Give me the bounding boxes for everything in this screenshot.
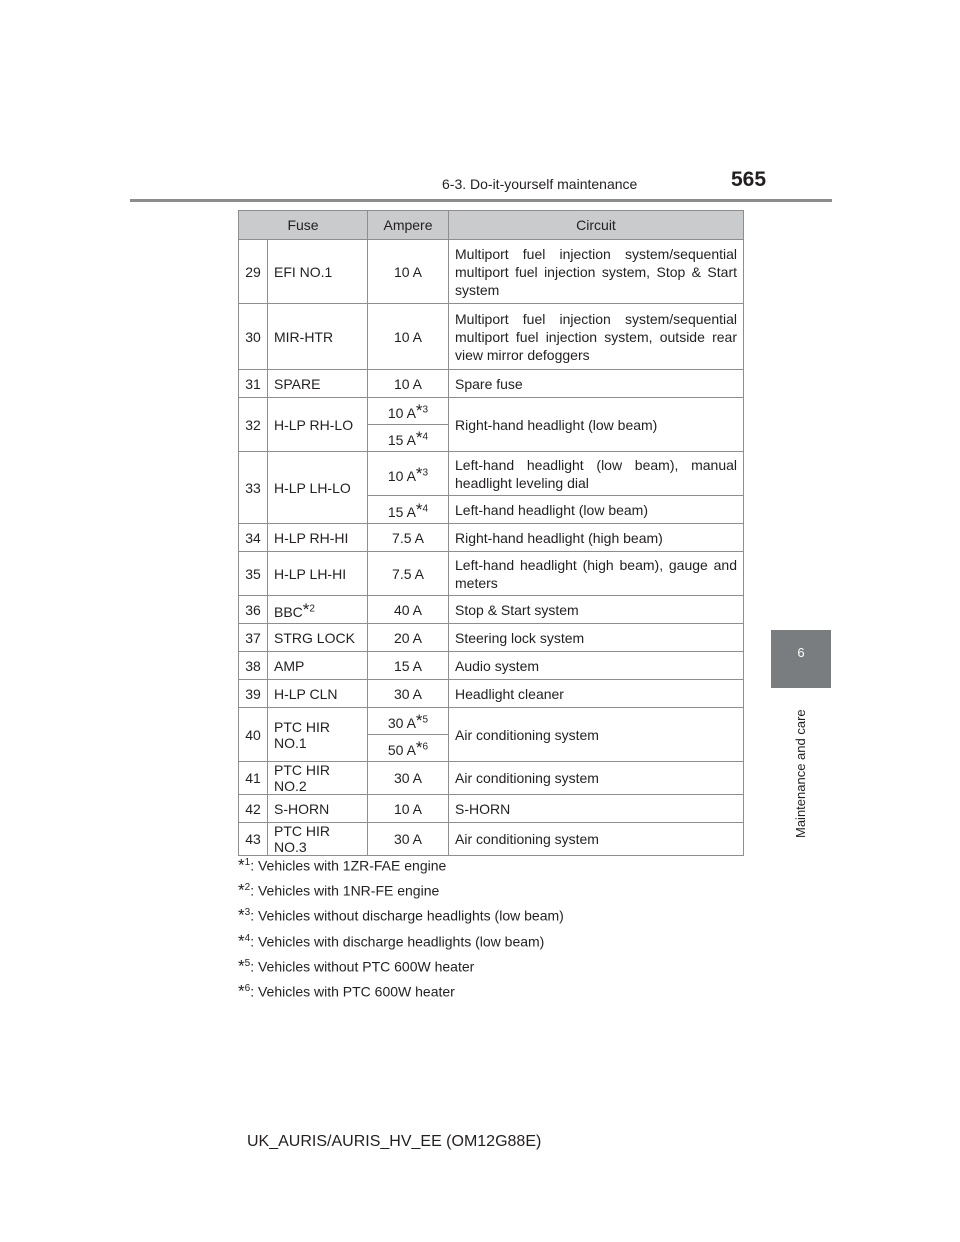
chapter-title: Maintenance and care [793,709,808,838]
footnote-star: * [238,981,245,1001]
footnote-star: * [415,711,423,730]
chapter-title-vertical [771,690,831,850]
fuse-table [238,210,744,856]
footnote-text: : Vehicles with discharge headlights (low beam) [250,933,545,950]
col-header-circuit: Circuit [449,211,744,240]
footnote-star: * [415,499,423,519]
ampere-cell [368,452,449,496]
fuse-name [268,552,368,596]
ampere-value: 50 A [387,742,416,758]
ampere-cell [368,398,449,425]
footnote-text: : Vehicles with 1NR-FE engine [250,882,440,899]
circuit-cell: Spare fuse [449,370,744,398]
table-row [239,652,744,680]
table-row [239,762,744,795]
footnote-item [238,976,564,1001]
table-row [239,680,744,708]
footnote-mark: 3 [244,907,251,919]
fuse-number: 43 [239,823,268,856]
ampere-cell: 40 A [368,596,449,624]
header-rule [130,199,832,202]
circuit-cell: Multiport fuel injection system/sequential multiport fuel injection system, Stop & Start system [449,240,744,304]
footnote-star: * [238,906,245,926]
ampere-cell: 7.5 A [368,524,449,552]
footnote-mark: 5 [244,957,251,969]
table-header-row [239,211,744,240]
col-header-fuse: Fuse [239,211,368,240]
fuse-name-text: H-LP CLN [274,685,338,702]
col-header-ampere: Ampere [368,211,449,240]
circuit-cell: Left-hand headlight (high beam), gauge and meters [449,552,744,596]
fuse-number: 36 [239,596,268,624]
footnote-star: * [238,931,245,951]
footnote-star: * [415,401,423,420]
fuse-name: PTC HIR NO.1 [268,708,368,762]
ampere-cell: 10 A [368,370,449,398]
footnote-star: * [238,956,245,976]
footnote-text: : Vehicles without PTC 600W heater [250,958,475,975]
footnote-mark: 4 [244,932,251,944]
circuit-cell: Right-hand headlight (low beam) [449,398,744,452]
ampere-cell [368,496,449,524]
fuse-name-text: H-LP LH-HI [274,565,347,582]
footnote-ref: 2 [309,602,315,614]
fuse-number: 40 [239,708,268,762]
ampere-cell: 30 A [368,762,449,795]
ampere-cell: 30 A [368,680,449,708]
footnote-ref: 4 [422,502,429,514]
ampere-cell [368,708,449,735]
ampere-cell [368,425,449,452]
fuse-number: 33 [239,452,268,524]
ampere-cell [368,735,449,762]
fuse-name [268,304,368,370]
ampere-value: 15 A [387,432,416,448]
footnote-item [238,951,564,976]
fuse-name [268,795,368,823]
footnote-mark: 6 [244,982,251,994]
table-row [239,524,744,552]
fuse-number: 29 [239,240,268,304]
table-row [239,552,744,596]
fuse-name-text: STRG LOCK [274,629,355,646]
table-row [239,596,744,624]
circuit-cell: Air conditioning system [449,762,744,795]
fuse-number: 42 [239,795,268,823]
circuit-cell: Audio system [449,652,744,680]
table-row [239,624,744,652]
fuse-name [268,370,368,398]
ampere-cell: 10 A [368,304,449,370]
ampere-cell: 10 A [368,795,449,823]
footnote-text: : Vehicles with PTC 600W heater [250,983,455,1000]
footnote-item [238,926,564,951]
fuse-number: 34 [239,524,268,552]
ampere-cell: 7.5 A [368,552,449,596]
footnote-ref: 3 [422,404,429,416]
chapter-number: 6 [797,645,805,660]
footnote-star: * [238,855,245,875]
table-row [239,370,744,398]
fuse-name-text: S-HORN [274,800,330,817]
ampere-value: 10 A [387,467,416,484]
footnote-ref: 5 [422,714,429,726]
fuse-name [268,652,368,680]
footnote-star: * [415,738,423,757]
footnote-star: * [415,428,423,447]
fuse-number: 31 [239,370,268,398]
fuse-name-text: PTC HIR NO.2 [274,762,330,794]
ampere-value: 15 A [387,503,416,520]
circuit-cell: Steering lock system [449,624,744,652]
circuit-cell: S-HORN [449,795,744,823]
fuse-name: H-LP LH-LO [268,452,368,524]
fuse-number: 32 [239,398,268,452]
fuse-number: 38 [239,652,268,680]
table-row [239,240,744,304]
page-number: 565 [731,168,767,191]
footnote-ref: 3 [422,466,429,478]
fuse-name [268,240,368,304]
footnote-ref: 4 [422,431,429,443]
footnote-star: * [302,599,310,619]
circuit-cell: Stop & Start system [449,596,744,624]
fuse-name-text: EFI NO.1 [274,263,333,280]
fuse-name-text: BBC [274,603,303,620]
fuse-name-text: SPARE [274,375,321,392]
table-row [239,708,744,735]
circuit-cell: Right-hand headlight (high beam) [449,524,744,552]
fuse-name [268,680,368,708]
footnote-item [238,875,564,900]
footnotes [238,850,564,1001]
fuse-number: 41 [239,762,268,795]
ampere-cell: 20 A [368,624,449,652]
fuse-name [268,624,368,652]
circuit-cell: Left-hand headlight (low beam), manual headlight leveling dial [449,452,744,496]
footnote-mark: 2 [244,882,251,894]
table-row [239,304,744,370]
footer-model-code: UK_AURIS/AURIS_HV_EE (OM12G88E) [247,1133,542,1150]
fuse-number: 30 [239,304,268,370]
ampere-value: 30 A [387,715,416,731]
fuse-name: H-LP RH-LO [268,398,368,452]
footnote-text: : Vehicles without discharge headlights (low beam) [250,908,564,925]
header-section-title: 6-3. Do-it-yourself maintenance [442,176,638,192]
fuse-name [268,524,368,552]
footnote-ref: 6 [422,741,429,753]
fuse-name-text: MIR-HTR [274,328,334,345]
footnote-item [238,900,564,925]
footnote-star: * [415,463,423,483]
chapter-tab [771,630,831,688]
fuse-name [268,596,368,624]
table-row [239,452,744,496]
footnote-star: * [238,880,245,900]
circuit-cell: Multiport fuel injection system/sequential multiport fuel injection system, outside rear view mirror defoggers [449,304,744,370]
table-row [239,398,744,425]
fuse-name [268,762,368,795]
circuit-cell: Left-hand headlight (low beam) [449,496,744,524]
circuit-cell: Headlight cleaner [449,680,744,708]
ampere-cell: 10 A [368,240,449,304]
footnote-mark: 1 [244,857,251,868]
ampere-value: 10 A [387,405,416,421]
fuse-name-text: AMP [274,657,305,674]
circuit-cell: Air conditioning system [449,708,744,762]
fuse-name-text: H-LP RH-HI [274,529,349,546]
fuse-name-text: PTC HIR NO.3 [274,823,330,855]
footnote-text: : Vehicles with 1ZR-FAE engine [250,857,447,874]
table-row [239,795,744,823]
fuse-number: 35 [239,552,268,596]
circuit-cell: Air conditioning system [449,823,744,856]
footnote-item [238,850,564,875]
ampere-cell: 15 A [368,652,449,680]
fuse-number: 39 [239,680,268,708]
fuse-number: 37 [239,624,268,652]
ampere-cell: 30 A [368,823,449,856]
